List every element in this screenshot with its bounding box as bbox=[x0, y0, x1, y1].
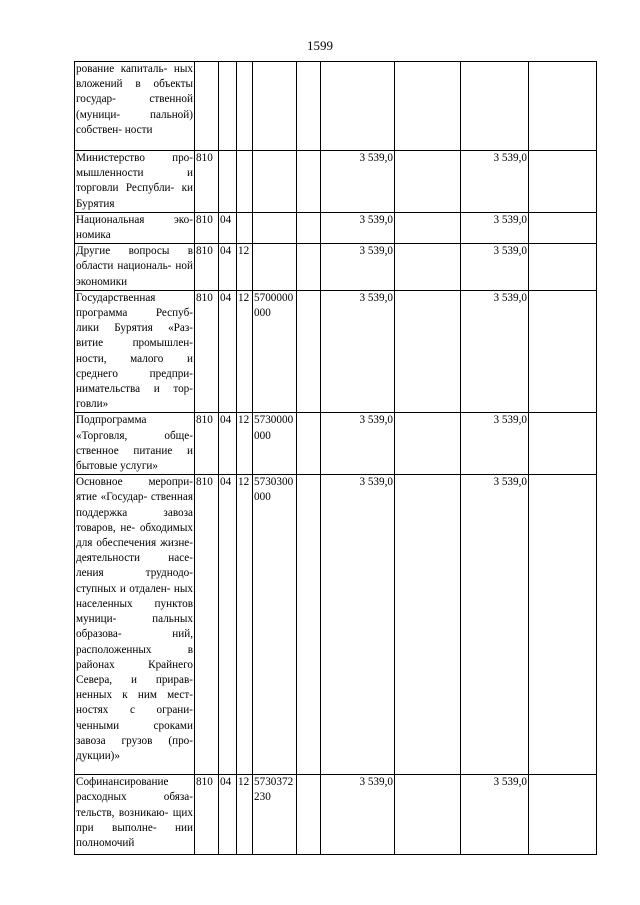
cell-csr: 5730300000 bbox=[253, 475, 297, 775]
cell-sum4 bbox=[529, 151, 597, 213]
table-row bbox=[75, 775, 597, 855]
cell-name: рование капиталь- ных вложений в объекты государ- ственной (муници- пальной) собствен- ности bbox=[75, 62, 195, 151]
cell-name: Национальная эко- номика bbox=[75, 212, 195, 243]
cell-name: Министерство про- мышленности и торговли Республи- ки Бурятия bbox=[75, 151, 195, 213]
cell-grbs: 810 bbox=[195, 475, 219, 775]
cell-sum2 bbox=[395, 212, 461, 243]
cell-csr: 5700000000 bbox=[253, 290, 297, 413]
cell-vr bbox=[297, 244, 321, 291]
cell-vr bbox=[297, 290, 321, 413]
cell-pr bbox=[237, 212, 253, 243]
cell-sum3: 3 539,0 bbox=[461, 244, 529, 291]
cell-sum3: 3 539,0 bbox=[461, 151, 529, 213]
cell-vr bbox=[297, 212, 321, 243]
cell-vr bbox=[297, 475, 321, 775]
cell-grbs: 810 bbox=[195, 212, 219, 243]
cell-sum4 bbox=[529, 475, 597, 775]
table-body bbox=[75, 62, 597, 855]
cell-grbs bbox=[195, 62, 219, 151]
cell-csr bbox=[253, 244, 297, 291]
cell-sum1: 3 539,0 bbox=[321, 775, 395, 855]
cell-rz: 04 bbox=[219, 475, 237, 775]
cell-sum1: 3 539,0 bbox=[321, 151, 395, 213]
cell-csr bbox=[253, 62, 297, 151]
cell-sum1: 3 539,0 bbox=[321, 244, 395, 291]
cell-name: Государственная программа Респуб- лики Бурятия «Раз- витие промышлен- ности, малого и среднего предпри- нимательства и тор- говли» bbox=[75, 290, 195, 413]
cell-pr: 12 bbox=[237, 475, 253, 775]
cell-sum3: 3 539,0 bbox=[461, 212, 529, 243]
cell-rz: 04 bbox=[219, 775, 237, 855]
cell-rz: 04 bbox=[219, 290, 237, 413]
cell-sum2 bbox=[395, 244, 461, 291]
cell-csr bbox=[253, 212, 297, 243]
cell-vr bbox=[297, 413, 321, 475]
table-row bbox=[75, 413, 597, 475]
cell-sum1: 3 539,0 bbox=[321, 475, 395, 775]
cell-sum4 bbox=[529, 212, 597, 243]
cell-sum2 bbox=[395, 290, 461, 413]
table-row bbox=[75, 151, 597, 213]
cell-pr: 12 bbox=[237, 244, 253, 291]
page-number: 1599 bbox=[307, 38, 333, 53]
cell-sum4 bbox=[529, 244, 597, 291]
cell-sum2 bbox=[395, 775, 461, 855]
table-row bbox=[75, 290, 597, 413]
cell-sum2 bbox=[395, 413, 461, 475]
cell-rz bbox=[219, 151, 237, 213]
cell-pr: 12 bbox=[237, 290, 253, 413]
cell-name: Основное меропри- ятие «Государ- ственная поддержка завоза товаров, не- обходимых для обеспечения жизне- деятельности насе- ления труднодо- ступных и отдален- ных населенных пунктов муници- пальных образова- ний, расположенных в районах Крайнего Севера, и прирав- ненных к ним мест- ностях с ограни- ченными сроками завоза грузов (про- дукции)» bbox=[75, 475, 195, 775]
cell-name: Другие вопросы в области националь- ной экономики bbox=[75, 244, 195, 291]
cell-sum3: 3 539,0 bbox=[461, 413, 529, 475]
cell-sum3 bbox=[461, 62, 529, 151]
cell-rz bbox=[219, 62, 237, 151]
cell-csr: 5730000000 bbox=[253, 413, 297, 475]
cell-sum4 bbox=[529, 775, 597, 855]
table-row bbox=[75, 62, 597, 151]
cell-grbs: 810 bbox=[195, 244, 219, 291]
cell-vr bbox=[297, 775, 321, 855]
cell-grbs: 810 bbox=[195, 413, 219, 475]
cell-sum1: 3 539,0 bbox=[321, 212, 395, 243]
cell-sum2 bbox=[395, 151, 461, 213]
cell-pr bbox=[237, 151, 253, 213]
cell-csr: 5730372230 bbox=[253, 775, 297, 855]
cell-vr bbox=[297, 62, 321, 151]
cell-sum4 bbox=[529, 413, 597, 475]
cell-pr: 12 bbox=[237, 775, 253, 855]
cell-sum1 bbox=[321, 62, 395, 151]
cell-sum3: 3 539,0 bbox=[461, 290, 529, 413]
table-row bbox=[75, 475, 597, 775]
cell-sum1: 3 539,0 bbox=[321, 290, 395, 413]
cell-rz: 04 bbox=[219, 244, 237, 291]
cell-name: Софинансирование расходных обяза- тельств, возникаю- щих при выполне- нии полномочий bbox=[75, 775, 195, 855]
cell-grbs: 810 bbox=[195, 151, 219, 213]
cell-vr bbox=[297, 151, 321, 213]
cell-rz: 04 bbox=[219, 212, 237, 243]
cell-sum3: 3 539,0 bbox=[461, 775, 529, 855]
cell-sum3: 3 539,0 bbox=[461, 475, 529, 775]
cell-sum4 bbox=[529, 290, 597, 413]
budget-table bbox=[74, 61, 597, 855]
cell-sum2 bbox=[395, 475, 461, 775]
cell-grbs: 810 bbox=[195, 290, 219, 413]
cell-pr bbox=[237, 62, 253, 151]
cell-csr bbox=[253, 151, 297, 213]
cell-sum2 bbox=[395, 62, 461, 151]
table-row bbox=[75, 244, 597, 291]
cell-sum4 bbox=[529, 62, 597, 151]
cell-sum1: 3 539,0 bbox=[321, 413, 395, 475]
cell-name: Подпрограмма «Торговля, обще- ственное питание и бытовые услуги» bbox=[75, 413, 195, 475]
cell-grbs: 810 bbox=[195, 775, 219, 855]
cell-rz: 04 bbox=[219, 413, 237, 475]
cell-pr: 12 bbox=[237, 413, 253, 475]
table-row bbox=[75, 212, 597, 243]
